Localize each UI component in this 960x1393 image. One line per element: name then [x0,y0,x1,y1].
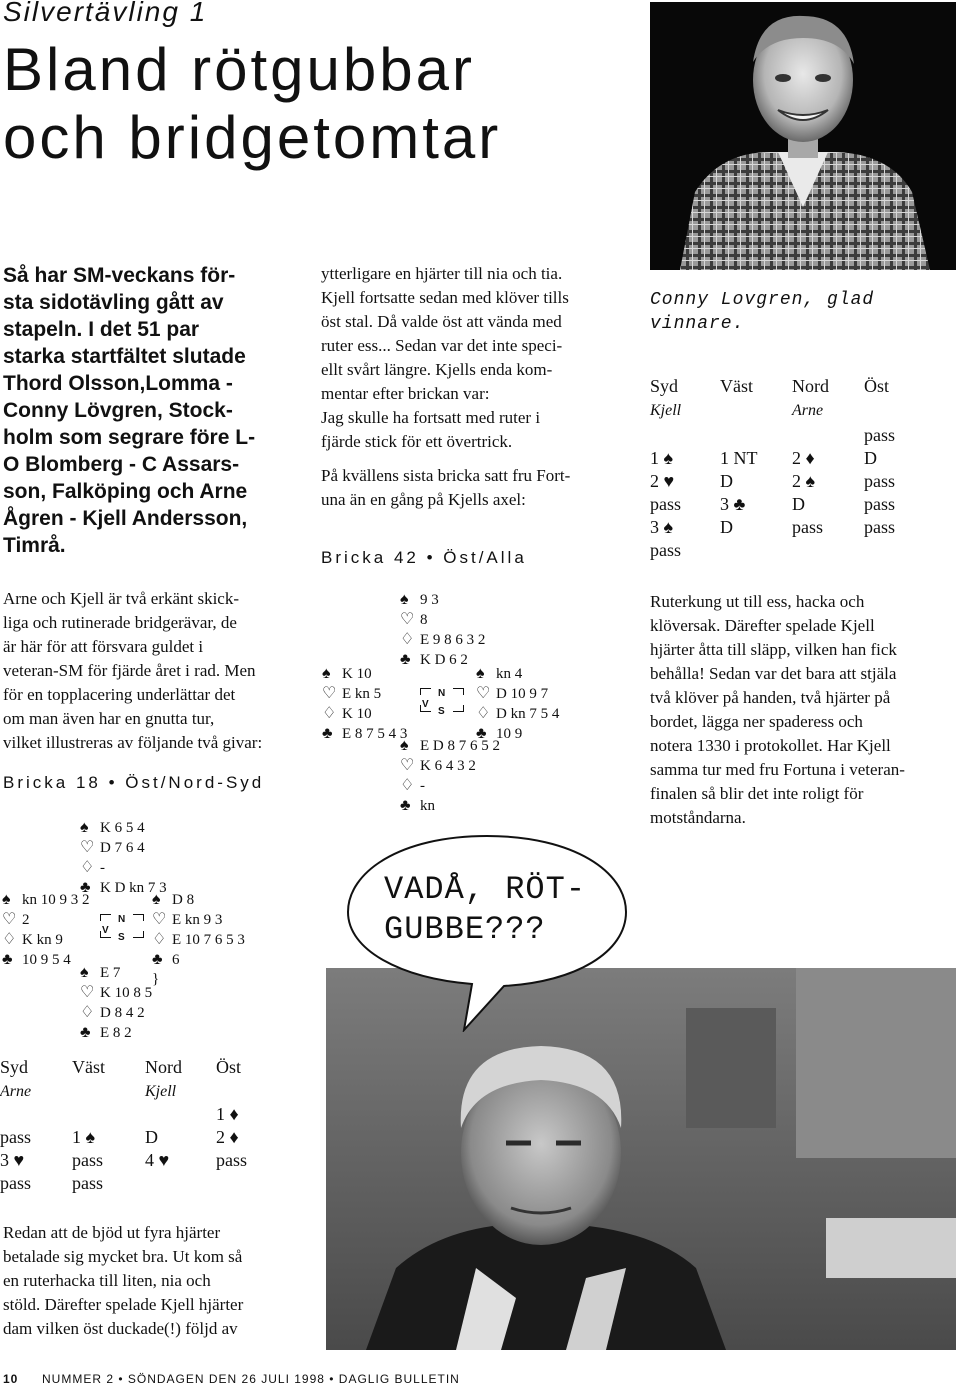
text-line: stöld. Därefter spelade Kjell hjärter [3,1295,244,1314]
text-line: notera 1330 i protokollet. Har Kjell [650,736,891,755]
bid-cell: D [792,494,805,514]
south-clubs: E 8 2 [100,1025,132,1041]
spade-icon: ♠ [80,819,89,836]
footer-text: NUMMER 2 • SÖNDAGEN DEN 26 JULI 1998 • DAGLIG BULLETIN [42,1372,460,1386]
text-line: klöversak. Därefter spelade Kjell [650,616,875,635]
bubble-line-1: VADÅ, RÖT- [384,871,587,908]
compass-south: S [118,932,125,943]
board-18-bidding [0,1056,300,1196]
north-hearts: D 7 6 4 [100,840,145,856]
west-spades: kn 10 9 3 2 [22,892,90,908]
compass-north: N [438,688,446,699]
bid-cell: pass [0,1127,31,1147]
text-line: veteran-SM för fjärde året i rad. Men [3,661,256,680]
bubble-text [384,870,586,950]
club-icon: ♣ [476,725,487,742]
heart-icon: ♡ [400,611,415,628]
north-clubs: K D kn 7 3 [100,880,167,896]
text-line: una än en gång på Kjells axel: [321,490,526,509]
text-line: ellt svårt längre. Kjells enda kom- [321,360,553,379]
lead-line: stapeln. I det 51 par [3,318,200,341]
north-spades: 9 3 [420,592,439,608]
west-diamonds: K 10 [342,706,372,722]
heart-icon: ♡ [80,984,95,1001]
heart-icon: ♡ [322,685,337,702]
east-clubs: 6 [172,952,180,968]
text-line: om man även har en gnutta tur, [3,709,215,728]
west-clubs: E 8 7 5 4 3 [342,726,408,742]
bid-cell: pass [864,425,895,445]
text-line: motståndarna. [650,808,746,827]
bid-cell: 1 NT [720,448,758,468]
bid-name-syd: Kjell [650,402,682,419]
lead-line: Thord Olsson,Lomma - [3,372,233,395]
bubble-line-2: GUBBE??? [384,911,546,948]
bid-cell: 2 ♦ [792,448,815,468]
section-kicker: Silvertävling 1 [3,0,208,27]
text-line: en ruterhacka till liten, nia och [3,1271,211,1290]
text-line: Jag skulle ha fortsatt med ruter i [321,408,541,427]
headline-line-1: Bland rötgubbar [3,36,475,103]
bid-cell: 1 ♠ [72,1127,96,1147]
col1-outro-text [3,1221,299,1341]
east-hearts: D 10 9 7 [496,686,549,702]
bid-header-vast: Väst [72,1057,105,1077]
spade-icon: ♠ [400,591,409,608]
compass-north: N [118,914,126,925]
south-hearts: K 6 4 3 2 [420,758,476,774]
bid-cell: pass [864,494,895,514]
bid-cell: 3 ♠ [650,517,674,537]
club-icon: ♣ [80,1024,91,1041]
north-hand [80,818,167,898]
west-hearts: 2 [22,912,30,928]
bid-cell: 1 ♠ [650,448,674,468]
bid-cell: 4 ♥ [145,1150,170,1170]
bid-name-nord: Kjell [145,1083,177,1100]
text-line: ruter ess... Sedan var det inte speci- [321,336,563,355]
text-line: Ruterkung ut till ess, hacka och [650,592,865,611]
lead-line: holm som segrare före L- [3,426,256,449]
diamond-icon: ♢ [80,1004,95,1021]
speech-bubble [344,832,630,1032]
bid-cell: pass [650,494,681,514]
club-icon: ♣ [80,879,91,896]
article-lead [3,262,293,559]
diamond-icon: ♢ [2,931,17,948]
bid-header-syd: Syd [0,1057,29,1077]
west-spades: K 10 [342,666,372,682]
compass-south: S [438,706,445,717]
bid-cell: pass [0,1173,31,1193]
south-spades: E D 8 7 6 5 2 [420,738,500,754]
spade-icon: ♠ [80,964,89,981]
north-hand [400,590,485,670]
bid-cell: pass [650,540,681,560]
diamond-icon: ♢ [80,859,95,876]
heart-icon: ♡ [476,685,491,702]
south-diamonds: - [420,778,425,794]
bid-cell: pass [72,1173,103,1193]
bid-header-syd: Syd [650,376,679,396]
text-line [321,454,631,464]
article-headline [3,36,501,172]
board-18-label: Bricka 18 • Öst/Nord-Syd [3,773,265,792]
bid-name-nord: Arne [792,402,824,419]
bid-header-ost: Öst [864,376,890,396]
club-icon: ♣ [400,797,411,814]
bid-header-nord: Nord [792,376,829,396]
text-line: mentar efter brickan var: [321,384,490,403]
west-hand [2,890,90,970]
bid-cell: 3 ♥ [0,1150,25,1170]
lead-line: Conny Lövgren, Stock- [3,399,233,422]
text-line: Redan att de bjöd ut fyra hjärter [3,1223,221,1242]
bid-cell: 2 ♦ [216,1127,239,1147]
club-icon: ♣ [322,725,333,742]
west-diamonds: K kn 9 [22,932,63,948]
bid-cell: D [720,517,733,537]
bid-cell: D [864,448,877,468]
club-icon: ♣ [2,951,13,968]
text-line: för en topplacering underlättar det [3,685,236,704]
south-spades: E 7 [100,965,121,981]
col1-intro-text [3,587,299,755]
bid-cell: D [145,1127,158,1147]
heart-icon: ♡ [80,839,95,856]
south-diamonds: D 8 4 2 [100,1005,145,1021]
east-diamonds: D kn 7 5 4 [496,706,560,722]
diamond-icon: ♢ [400,777,415,794]
text-line: Arne och Kjell är två erkänt skick- [3,589,240,608]
bid-cell: pass [72,1150,103,1170]
bid-cell: 2 ♥ [650,471,675,491]
east-spades: kn 4 [496,666,523,682]
south-hearts: K 10 8 5 [100,985,153,1001]
text-line: vilket illustreras av följande två givar: [3,733,263,752]
text-line: dam vilken öst duckade(!) följd av [3,1319,238,1338]
board-42-bidding [650,375,950,565]
headline-line-2: och bridgetomtar [3,104,502,171]
bid-cell: pass [216,1150,247,1170]
compass-rose [100,910,144,943]
winner-portrait-image [650,2,956,270]
text-line: öst stal. Då valde öst att vända med [321,312,562,331]
compass-west: V [102,925,109,936]
east-spades: D 8 [172,892,195,908]
heart-icon: ♡ [400,757,415,774]
north-clubs: K D 6 2 [420,652,468,668]
east-hand [476,664,559,744]
club-icon: ♣ [400,651,411,668]
text-line: är här för att försvara guldet i [3,637,204,656]
west-clubs: 10 9 5 4 [22,952,71,968]
west-hearts: E kn 5 [342,686,382,702]
text-line: ytterligare en hjärter till nia och tia. [321,264,563,283]
bid-cell: pass [864,517,895,537]
board-18-diagram [0,818,300,1041]
south-hand [80,963,152,1043]
col3-text [650,590,952,830]
compass-rose [420,684,464,717]
bid-cell: D [720,471,733,491]
east-hand: ♠ D 8 ♡ E kn 9 3 ♢ E 10 7 6 5 3 ♣ 6 } [152,891,245,987]
board-42-diagram [320,590,620,815]
west-hand [322,664,407,744]
board-42-label: Bricka 42 • Öst/Alla [321,548,527,567]
bid-cell: 3 ♣ [720,494,746,514]
text-line: Kjell fortsatte sedan med klöver tills [321,288,569,307]
south-hand [400,736,500,816]
bid-cell: 2 ♠ [792,471,816,491]
compass-west: V [422,699,429,710]
bid-header-ost: Öst [216,1057,242,1077]
lead-line: Så har SM-veckans för- [3,264,236,287]
caption-line-1: Conny Lovgren, glad [650,290,875,310]
east-hearts: E kn 9 3 [172,912,223,928]
lead-line: son, Falköping och Arne [3,480,248,503]
north-diamonds: - [100,860,105,876]
text-line: behålla! Sedan var det bara att stjäla [650,664,897,683]
winner-photo [650,2,956,270]
caption-line-2: vinnare. [650,314,745,334]
bid-name-syd: Arne [0,1083,32,1100]
text-line: finalen så blir det inte roligt för [650,784,864,803]
text-line: På kvällens sista bricka satt fru Fort- [321,466,571,485]
heart-icon: ♡ [2,911,17,928]
page-number: 10 [3,1372,19,1386]
bid-cell: 1 ♦ [216,1104,239,1124]
heart-icon: ♡ [152,911,167,928]
bid-header-nord: Nord [145,1057,182,1077]
lead-line: Ågren - Kjell Andersson, [3,507,248,530]
text-line: samma tur med fru Fortuna i veteran- [650,760,905,779]
spade-icon: ♠ [2,891,11,908]
east-diamonds: E 10 7 6 5 3 [172,932,245,948]
lead-line: O Blomberg - C Assars- [3,453,240,476]
spade-icon: ♠ [152,891,161,908]
lead-line: starka startfältet slutade [3,345,246,368]
col2-text [321,262,631,512]
east-clubs: 10 9 [496,726,523,742]
spade-icon: ♠ [476,665,485,682]
lead-line: Timrå. [3,534,66,557]
south-clubs: kn [420,798,435,814]
diamond-icon: ♢ [400,631,415,648]
diamond-icon: ♢ [476,705,491,722]
north-hearts: 8 [420,612,428,628]
text-line: hjärter åtta till släpp, vilken han fick [650,640,897,659]
diamond-icon: ♢ [152,931,167,948]
bid-cell: pass [792,517,823,537]
north-spades: K 6 5 4 [100,820,145,836]
text-line: bordet, lägga ner spaderess och [650,712,863,731]
text-line: två klöver på handen, två hjärter på [650,688,891,707]
lead-line: sta sidotävling gått av [3,291,224,314]
bid-header-vast: Väst [720,376,753,396]
diamond-icon: ♢ [322,705,337,722]
text-line: betalade sig mycket bra. Ut kom så [3,1247,243,1266]
text-line: fjärde stick för ett övertrick. [321,432,513,451]
bid-cell: pass [864,471,895,491]
north-diamonds: E 9 8 6 3 2 [420,632,486,648]
photo-caption [650,288,874,336]
spade-icon: ♠ [400,737,409,754]
club-icon: ♣ [152,951,163,968]
text-line: liga och rutinerade bridgerävar, de [3,613,237,632]
spade-icon: ♠ [322,665,331,682]
